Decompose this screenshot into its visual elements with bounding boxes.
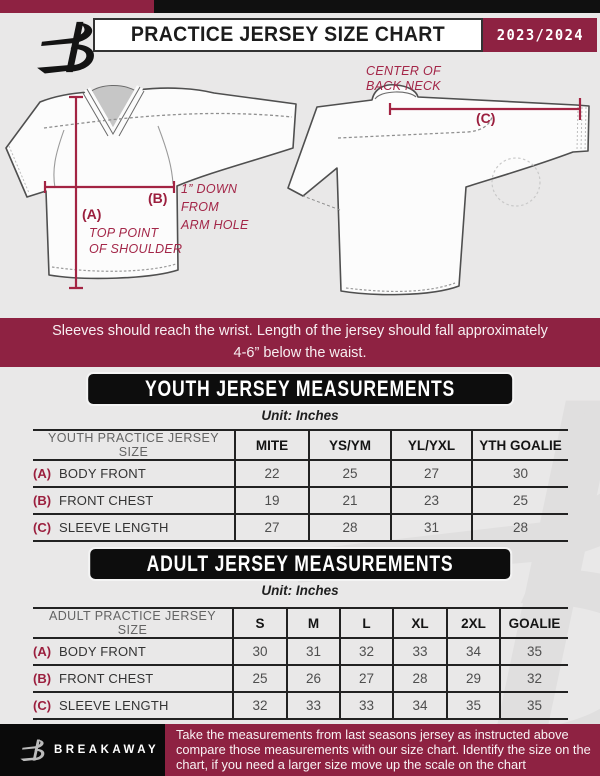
- footer-brand-block: [0, 724, 165, 776]
- breakaway-b-logo-icon: [20, 738, 46, 762]
- table-row: (C) SLEEVE LENGTH 27 28 31 28: [33, 514, 568, 541]
- label-b: (B): [148, 190, 168, 206]
- back-jersey-diagram: [288, 85, 589, 295]
- youth-unit-label: Unit: Inches: [261, 408, 339, 423]
- table-row: (C) SLEEVE LENGTH 32 33 33 34 35 35: [33, 692, 568, 719]
- table-header-row: [33, 608, 568, 638]
- label-b-description: 1” DOWN FROM ARM HOLE: [181, 182, 249, 232]
- table-row: (B) FRONT CHEST 19 21 23 25: [33, 487, 568, 514]
- label-c-description: CENTER OF BACK NECK: [366, 64, 441, 93]
- season-badge: [483, 18, 597, 52]
- table-header-row: [33, 430, 568, 460]
- column-header: ADULT PRACTICE JERSEY SIZE: [33, 608, 233, 638]
- column-header: 2XL: [447, 608, 500, 638]
- youth-size-table: [33, 429, 568, 542]
- page-title-box: [93, 18, 483, 52]
- adult-unit-label: Unit: Inches: [261, 583, 339, 598]
- column-header: YTH GOALIE: [472, 430, 568, 460]
- jersey-diagrams: [0, 60, 600, 316]
- fit-notice-text: Sleeves should reach the wrist. Length of the jersey should fall approximately 4-6” below the waist.: [52, 322, 548, 361]
- top-strip-maroon: [0, 0, 154, 13]
- column-header: GOALIE: [500, 608, 568, 638]
- footer-instructions: Take the measurements from last seasons jersey as instructed above compare those measurements with our size chart. Identify the size on the chart, if you need a larger size move up the scale on the chart: [176, 727, 591, 772]
- adult-size-table: [33, 607, 568, 720]
- season-label: 2023/2024: [496, 26, 584, 44]
- page-title: PRACTICE JERSEY SIZE CHART: [130, 23, 446, 46]
- table-row: (B) FRONT CHEST 25 26 27 28 29 32: [33, 665, 568, 692]
- label-c: (C): [476, 110, 496, 126]
- column-header: L: [340, 608, 393, 638]
- youth-section-heading: YOUTH JERSEY MEASUREMENTS: [86, 372, 514, 406]
- column-header: MITE: [235, 430, 309, 460]
- table-row: (A) BODY FRONT 30 31 32 33 34 35: [33, 638, 568, 665]
- column-header: YOUTH PRACTICE JERSEY SIZE: [33, 430, 235, 460]
- footer: [0, 724, 600, 776]
- table-row: (A) BODY FRONT 22 25 27 30: [33, 460, 568, 487]
- label-a: (A): [82, 206, 102, 222]
- column-header: YS/YM: [309, 430, 391, 460]
- column-header: YL/YXL: [391, 430, 472, 460]
- column-header: M: [287, 608, 340, 638]
- fit-notice-banner: [0, 318, 600, 367]
- column-header: XL: [393, 608, 447, 638]
- column-header: S: [233, 608, 287, 638]
- adult-section-heading: ADULT JERSEY MEASUREMENTS: [88, 547, 512, 581]
- label-a-description: TOP POINT OF SHOULDER: [89, 226, 183, 256]
- footer-brand-name: BREAKAWAY: [54, 744, 160, 756]
